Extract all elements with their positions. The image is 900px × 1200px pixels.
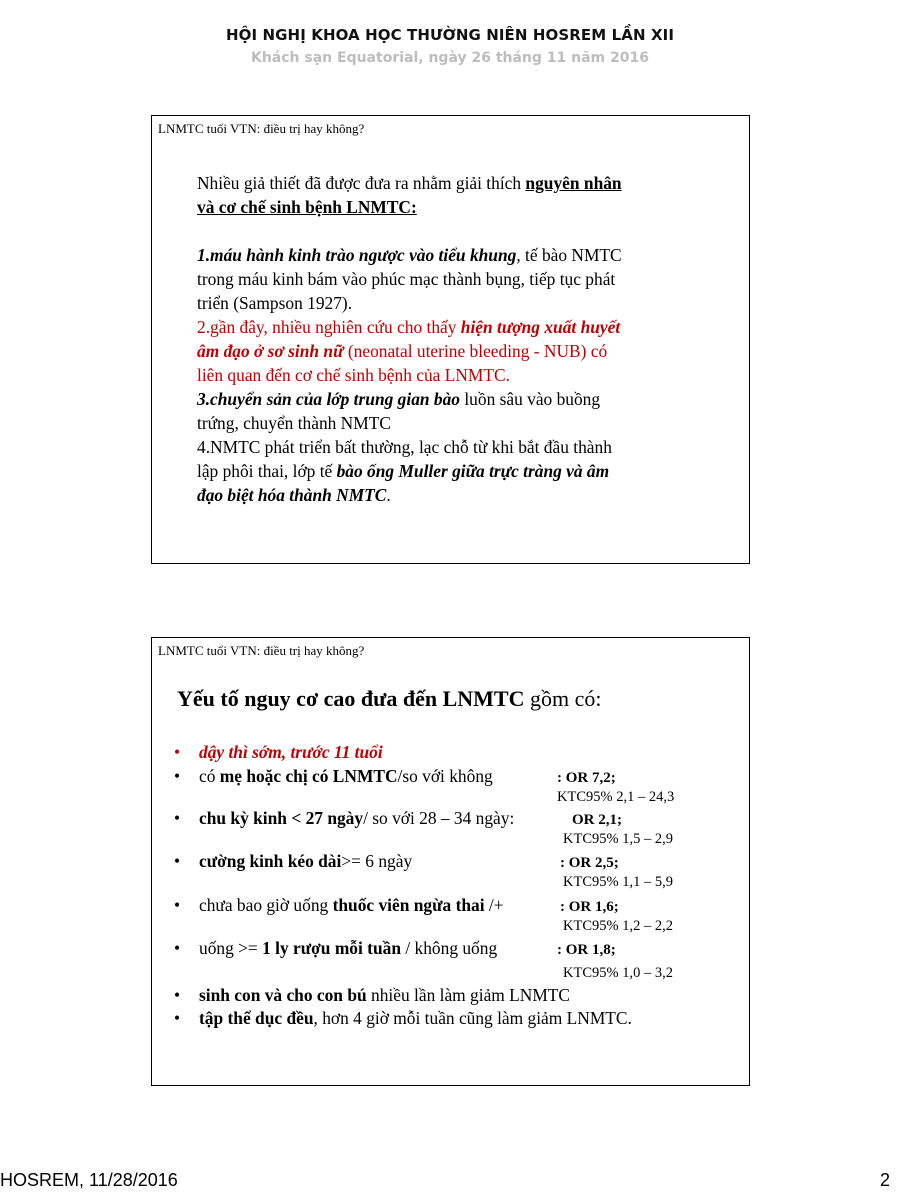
hypothesis-4-title-1: bào ống Muller giữa trực tràng và âm bbox=[336, 461, 610, 481]
birth-post: nhiều lần làm giảm LNMTC bbox=[366, 985, 571, 1005]
hypothesis-4-text-2: lập phôi thai, lớp tế bbox=[197, 461, 337, 481]
list-item bbox=[174, 742, 383, 763]
slide-2 bbox=[151, 637, 750, 1086]
cycle-post: / so với 28 – 34 ngày: bbox=[363, 808, 515, 828]
hypothesis-3 bbox=[197, 387, 717, 435]
early-puberty-text: dậy thì sớm, trước 11 tuổi bbox=[199, 742, 383, 762]
menses-odds-ratio: : OR 2,5; bbox=[560, 855, 619, 871]
intro-paragraph bbox=[197, 171, 717, 219]
intro-emphasis-1: nguyên nhân bbox=[525, 173, 622, 193]
family-confidence-interval: KTC95% 2,1 – 24,3 bbox=[557, 789, 675, 805]
bullet-icon: • bbox=[174, 938, 181, 958]
cycle-odds-ratio: OR 2,1; bbox=[572, 812, 622, 828]
slide-1-title: LNMTC tuổi VTN: điều trị hay không? bbox=[158, 121, 365, 136]
hypothesis-3-text-1: luồn sâu vào buồng bbox=[460, 389, 601, 409]
pill-odds-ratio: : OR 1,6; bbox=[560, 899, 619, 915]
bullet-icon: • bbox=[174, 895, 181, 915]
menses-confidence-interval: KTC95% 1,1 – 5,9 bbox=[563, 874, 673, 890]
menses-bold: cường kinh kéo dài bbox=[199, 851, 342, 871]
alcohol-confidence-interval: KTC95% 1,0 – 3,2 bbox=[563, 965, 673, 981]
cycle-confidence-interval: KTC95% 1,5 – 2,9 bbox=[563, 831, 673, 847]
bullet-icon: • bbox=[174, 1008, 181, 1028]
family-post: /so với không bbox=[397, 766, 493, 786]
pill-confidence-interval: KTC95% 1,2 – 2,2 bbox=[563, 918, 673, 934]
pill-post: /+ bbox=[484, 895, 504, 915]
hypothesis-2-text-2: liên quan đến cơ chế sinh bệnh của LNMTC. bbox=[197, 365, 510, 385]
risk-factor-list bbox=[152, 638, 749, 1085]
alcohol-bold: 1 ly rượu mỗi tuần bbox=[262, 938, 402, 958]
exercise-post: , hơn 4 giờ mỗi tuần cũng làm giảm LNMTC. bbox=[313, 1008, 632, 1028]
exercise-bold: tập thể dục đều bbox=[199, 1008, 314, 1028]
hypothesis-1-title: 1.máu hành kinh trào ngược vào tiểu khung bbox=[197, 245, 517, 265]
family-bold: mẹ hoặc chị có LNMTC bbox=[219, 766, 398, 786]
hypothesis-1-text-1: , tế bào NMTC bbox=[516, 245, 622, 265]
bullet-icon: • bbox=[174, 985, 181, 1005]
slide-1 bbox=[151, 115, 750, 564]
bullet-icon: • bbox=[174, 766, 181, 786]
intro-emphasis-2: và cơ chế sinh bệnh LNMTC: bbox=[197, 197, 417, 217]
birth-bold: sinh con và cho con bú bbox=[199, 985, 367, 1005]
hypothesis-2-title-2: âm đạo ở sơ sinh nữ bbox=[197, 341, 344, 361]
slide-1-body bbox=[197, 171, 717, 507]
conference-subtitle: Khách sạn Equatorial, ngày 26 tháng 11 năm 2016 bbox=[250, 50, 649, 66]
list-item bbox=[174, 938, 497, 959]
hypothesis-3-title: 3.chuyển sản của lớp trung gian bào bbox=[197, 389, 460, 409]
hypothesis-3-text-2: trứng, chuyển thành NMTC bbox=[197, 413, 391, 433]
page-number: 2 bbox=[879, 1170, 890, 1190]
alcohol-post: / không uống bbox=[401, 938, 498, 958]
alcohol-odds-ratio: : OR 1,8; bbox=[557, 942, 616, 958]
bullet-icon: • bbox=[174, 742, 181, 762]
risk-heading-bold: Yếu tố nguy cơ cao đưa đến LNMTC bbox=[177, 686, 525, 711]
page-header bbox=[0, 26, 900, 66]
intro-text: Nhiều giả thiết đã được đưa ra nhằm giải thích bbox=[197, 173, 526, 193]
hypothesis-4-text-1: 4.NMTC phát triển bất thường, lạc chỗ từ khi bắt đầu thành bbox=[197, 437, 612, 457]
hypothesis-1 bbox=[197, 243, 717, 315]
hypothesis-2 bbox=[197, 315, 717, 387]
hypothesis-1-text-3: triển (Sampson 1927). bbox=[197, 293, 353, 313]
list-item bbox=[174, 1008, 632, 1029]
hypothesis-2-text: 2.gần đây, nhiều nghiên cứu cho thấy bbox=[197, 317, 461, 337]
pill-bold: thuốc viên ngừa thai bbox=[332, 895, 485, 915]
hypothesis-2-title-1: hiện tượng xuất huyết bbox=[460, 317, 621, 337]
hypothesis-1-text-2: trong máu kinh bám vào phúc mạc thành bụng, tiếp tục phát bbox=[197, 269, 616, 289]
hypothesis-4-title-2: đạo biệt hóa thành NMTC bbox=[197, 485, 387, 505]
pill-pre: chưa bao giờ uống bbox=[199, 895, 333, 915]
family-pre: có bbox=[199, 766, 220, 786]
hypothesis-4-end: . bbox=[386, 485, 391, 505]
risk-heading-rest: gồm có: bbox=[524, 686, 602, 711]
conference-title: HỘI NGHỊ KHOA HỌC THƯỜNG NIÊN HOSREM LẦN XII bbox=[225, 26, 674, 44]
hypothesis-2-text-1: (neonatal uterine bleeding - NUB) có bbox=[343, 341, 608, 361]
menses-post: >= 6 ngày bbox=[341, 851, 413, 871]
family-odds-ratio: : OR 7,2; bbox=[557, 770, 616, 786]
list-item bbox=[174, 766, 493, 787]
list-item bbox=[174, 985, 570, 1006]
list-item bbox=[174, 808, 514, 829]
alcohol-pre: uống >= bbox=[199, 938, 263, 958]
cycle-bold: chu kỳ kinh < 27 ngày bbox=[199, 808, 364, 828]
list-item bbox=[174, 895, 504, 916]
slide-2-title: LNMTC tuổi VTN: điều trị hay không? bbox=[158, 643, 365, 658]
bullet-icon: • bbox=[174, 851, 181, 871]
bullet-icon: • bbox=[174, 808, 181, 828]
hypothesis-4 bbox=[197, 435, 717, 507]
footer-source: HOSREM, 11/28/2016 bbox=[0, 1170, 178, 1190]
list-item bbox=[174, 851, 412, 872]
